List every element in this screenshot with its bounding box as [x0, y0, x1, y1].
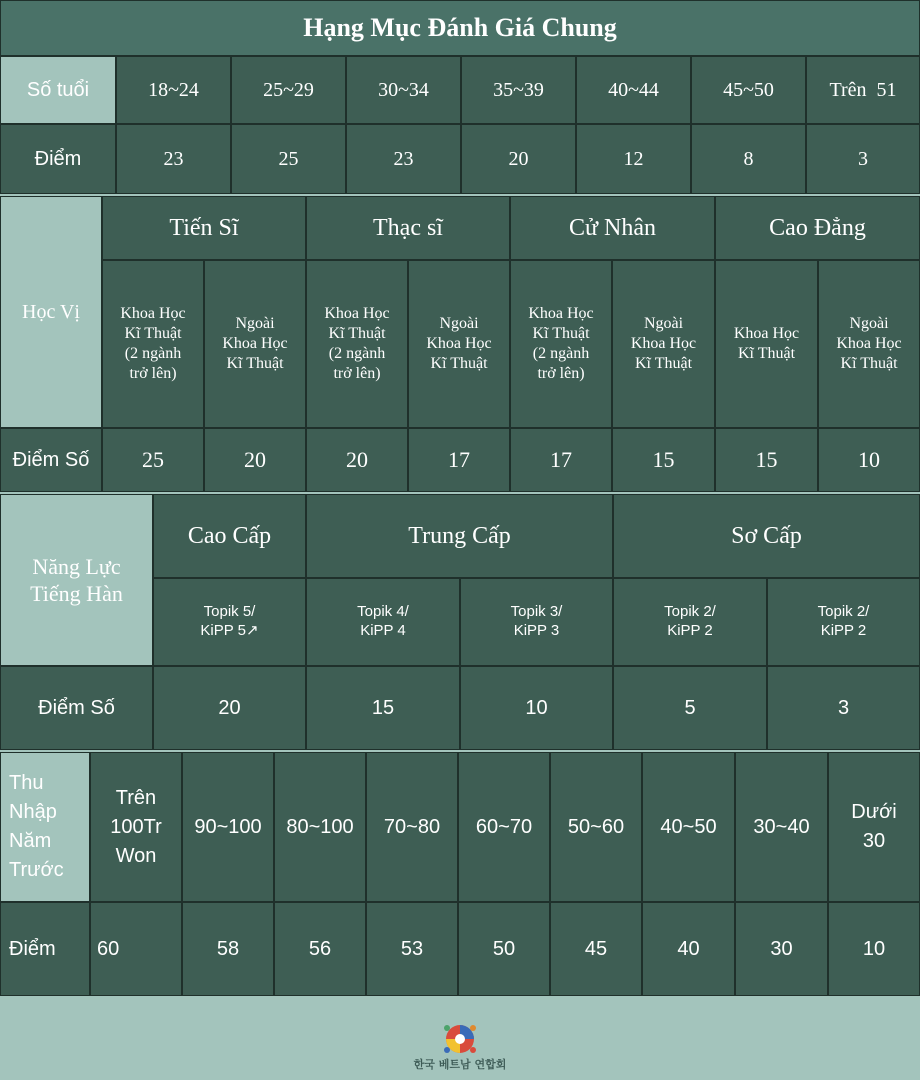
logo-text: 한국 베트남 연합회 [413, 1058, 507, 1071]
page-title: Hạng Mục Đánh Giá Chung [0, 0, 920, 56]
korean-score: 10 [460, 666, 613, 750]
degree-sub: Khoa Học Kĩ Thuật (2 ngành trở lên) [510, 260, 612, 428]
income-score: 58 [182, 902, 274, 996]
income-score: 45 [550, 902, 642, 996]
income-score: 56 [274, 902, 366, 996]
korean-score: 15 [306, 666, 460, 750]
income-range: Dưới 30 [828, 752, 920, 902]
degree-sub: Khoa Học Kĩ Thuật [715, 260, 818, 428]
age-label: Số tuổi [0, 56, 116, 124]
degree-group: Cao Đẳng [715, 196, 920, 260]
age-range: 30~34 [346, 56, 461, 124]
age-range: Trên 51 [806, 56, 920, 124]
degree-score: 25 [102, 428, 204, 492]
income-score: 40 [642, 902, 735, 996]
korean-score-label: Điểm Số [0, 666, 153, 750]
korean-sub: Topik 2/ KiPP 2 [767, 578, 920, 666]
korean-level: Sơ Cấp [613, 494, 920, 578]
income-range: 60~70 [458, 752, 550, 902]
degree-score: 20 [204, 428, 306, 492]
income-range: 30~40 [735, 752, 828, 902]
income-range: 50~60 [550, 752, 642, 902]
korean-sub: Topik 5/ KiPP 5↗ [153, 578, 306, 666]
age-range: 40~44 [576, 56, 691, 124]
income-range: 70~80 [366, 752, 458, 902]
income-score: 53 [366, 902, 458, 996]
degree-label: Học Vị [0, 196, 102, 428]
age-score: 23 [346, 124, 461, 194]
income-range: 90~100 [182, 752, 274, 902]
degree-score: 17 [408, 428, 510, 492]
income-range: 80~100 [274, 752, 366, 902]
age-score-label: Điểm [0, 124, 116, 194]
income-score-label: Điểm [0, 902, 90, 996]
age-score: 12 [576, 124, 691, 194]
age-range: 45~50 [691, 56, 806, 124]
age-range: 35~39 [461, 56, 576, 124]
korean-score: 3 [767, 666, 920, 750]
degree-score-label: Điểm Số [0, 428, 102, 492]
degree-sub: Khoa Học Kĩ Thuật (2 ngành trở lên) [306, 260, 408, 428]
age-score: 3 [806, 124, 920, 194]
korean-label: Năng Lực Tiếng Hàn [0, 494, 153, 666]
degree-score: 10 [818, 428, 920, 492]
income-range: Trên 100Tr Won [90, 752, 182, 902]
age-range: 25~29 [231, 56, 346, 124]
degree-sub: Ngoài Khoa Học Kĩ Thuật [204, 260, 306, 428]
degree-sub: Ngoài Khoa Học Kĩ Thuật [612, 260, 715, 428]
age-score: 25 [231, 124, 346, 194]
degree-sub: Khoa Học Kĩ Thuật (2 ngành trở lên) [102, 260, 204, 428]
degree-score: 20 [306, 428, 408, 492]
degree-score: 15 [612, 428, 715, 492]
income-score: 50 [458, 902, 550, 996]
income-label: Thu Nhập Năm Trước [0, 752, 90, 902]
korean-sub: Topik 4/ KiPP 4 [306, 578, 460, 666]
age-range: 18~24 [116, 56, 231, 124]
income-range: 40~50 [642, 752, 735, 902]
age-score: 20 [461, 124, 576, 194]
degree-score: 17 [510, 428, 612, 492]
income-score: 10 [828, 902, 920, 996]
korean-level: Trung Cấp [306, 494, 613, 578]
degree-group: Tiến Sĩ [102, 196, 306, 260]
age-score: 8 [691, 124, 806, 194]
korean-level: Cao Cấp [153, 494, 306, 578]
korean-score: 20 [153, 666, 306, 750]
degree-group: Cử Nhân [510, 196, 715, 260]
korean-score: 5 [613, 666, 767, 750]
degree-score: 15 [715, 428, 818, 492]
age-score: 23 [116, 124, 231, 194]
degree-sub: Ngoài Khoa Học Kĩ Thuật [408, 260, 510, 428]
degree-sub: Ngoài Khoa Học Kĩ Thuật [818, 260, 920, 428]
degree-group: Thạc sĩ [306, 196, 510, 260]
income-score: 30 [735, 902, 828, 996]
korean-sub: Topik 2/ KiPP 2 [613, 578, 767, 666]
korean-sub: Topik 3/ KiPP 3 [460, 578, 613, 666]
income-score: 60 [90, 902, 182, 996]
